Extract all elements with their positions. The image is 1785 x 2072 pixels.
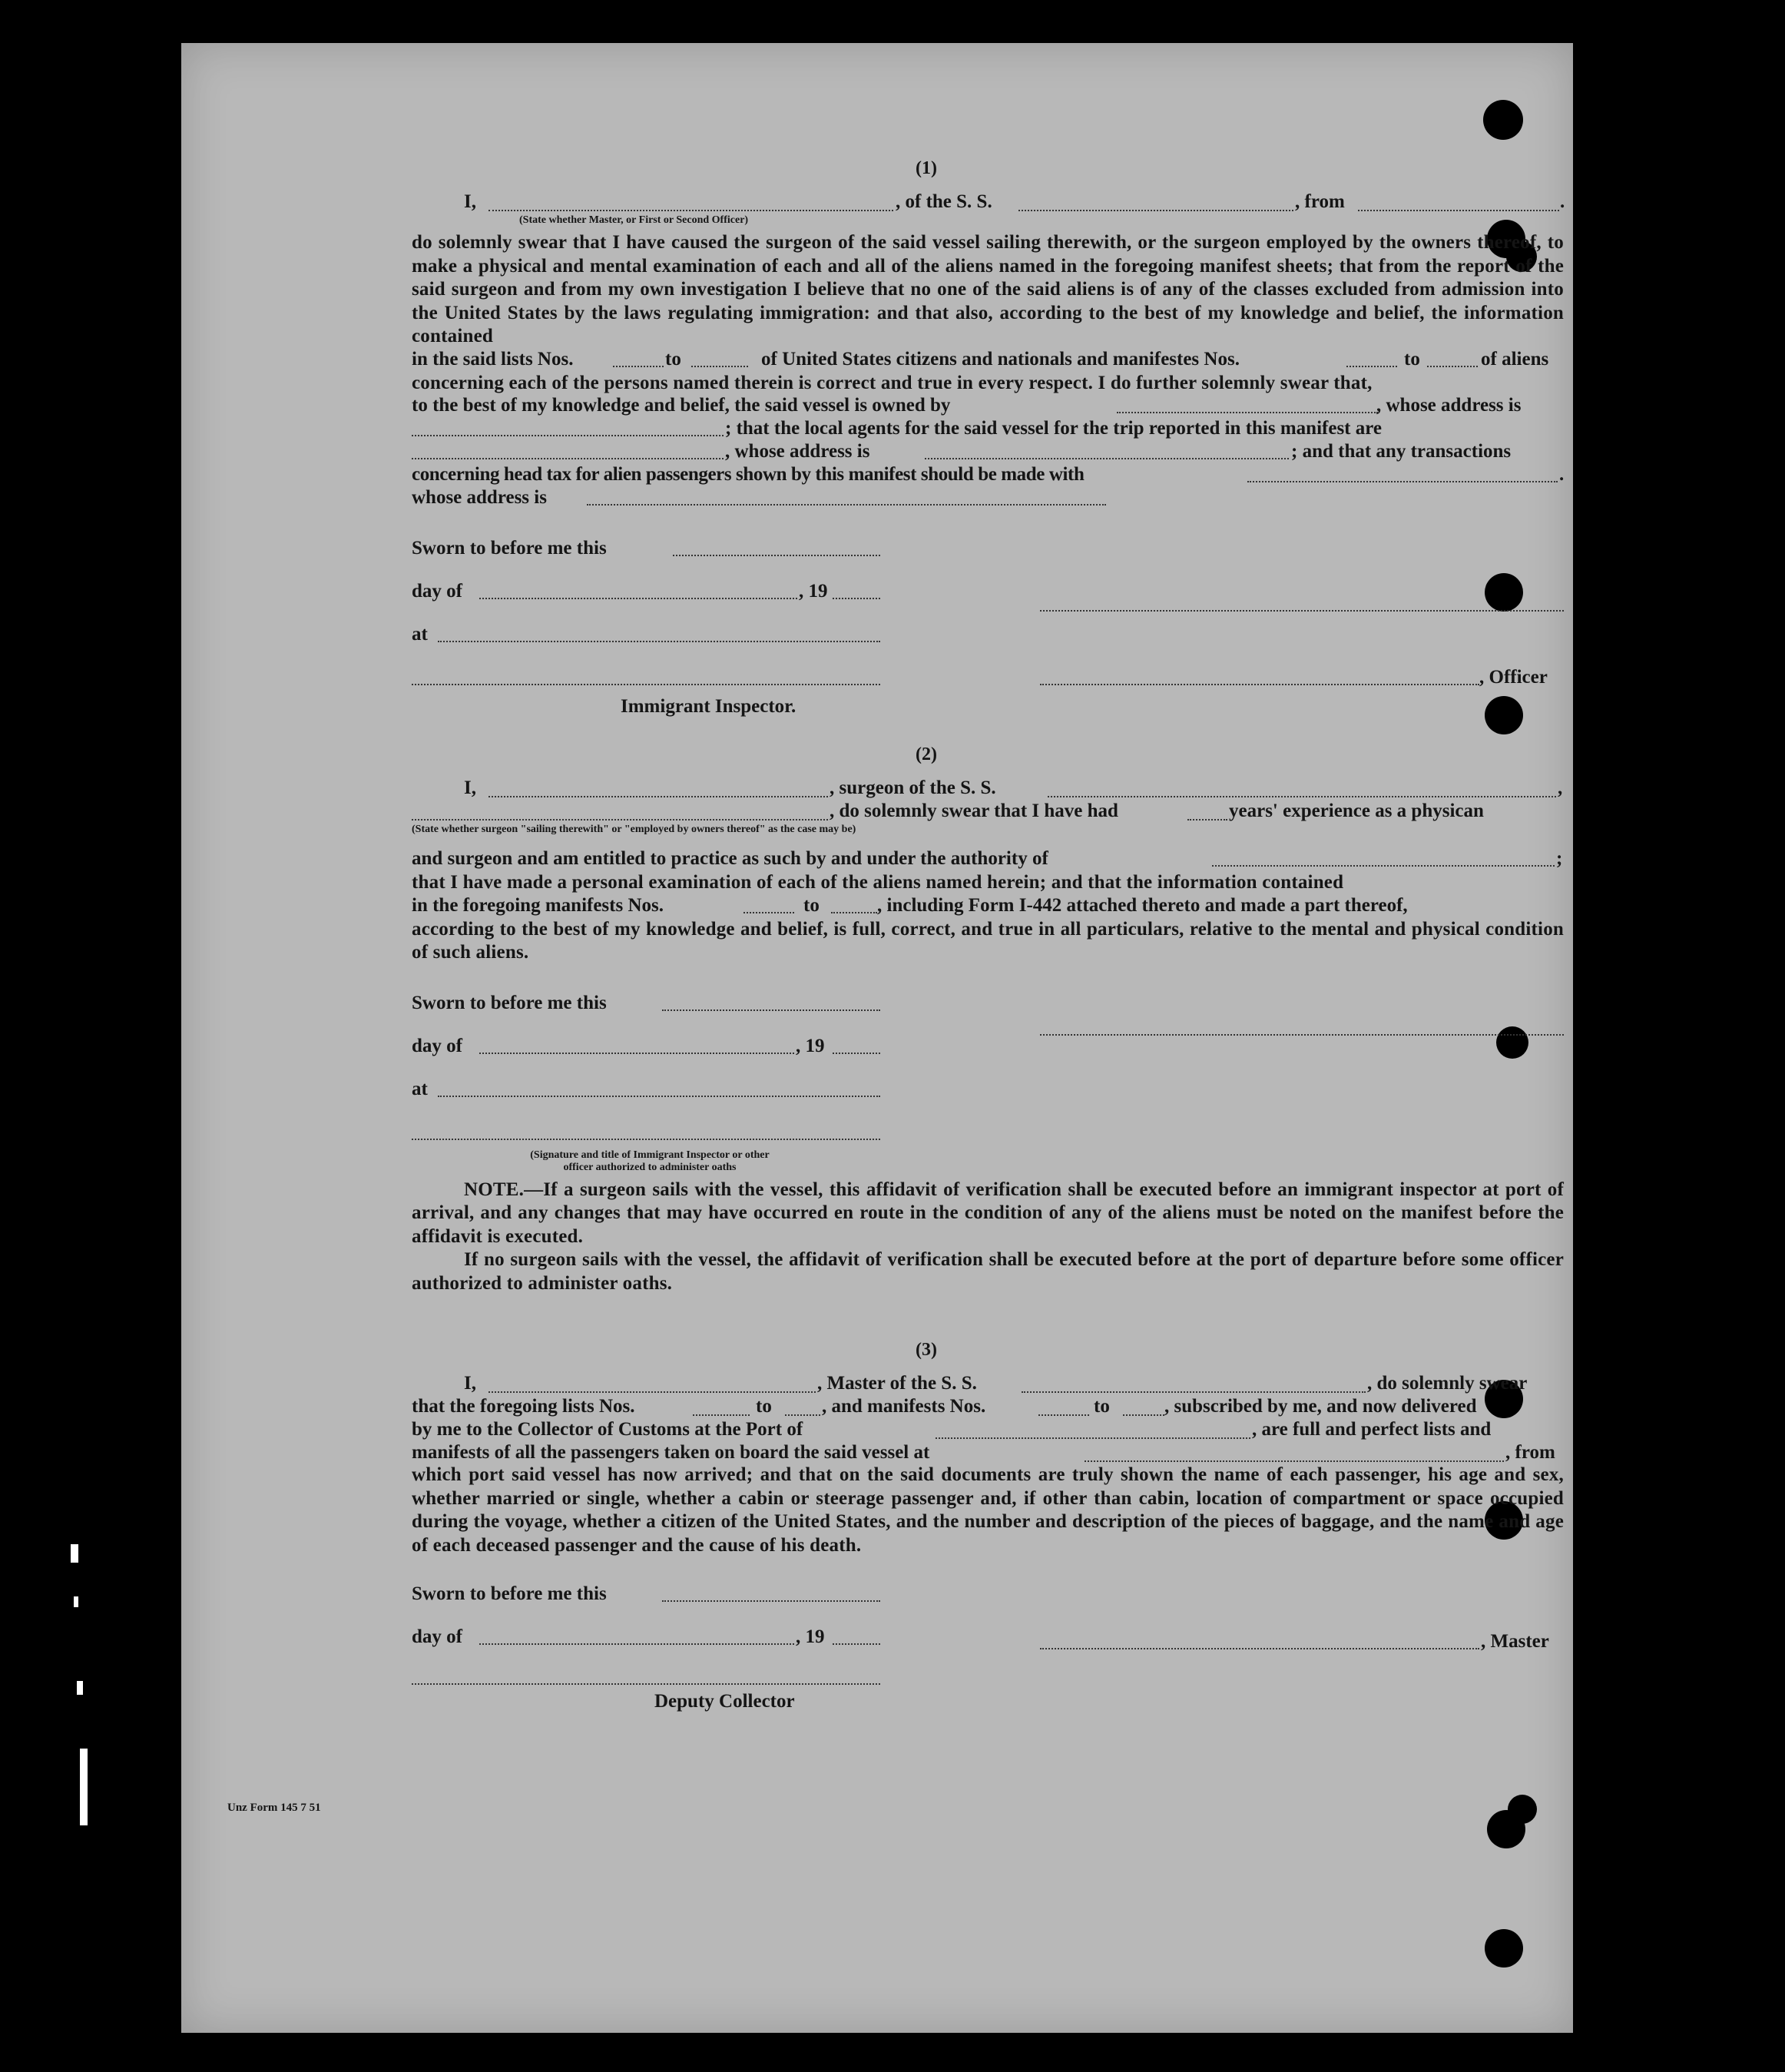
text-manifests-nos: of United States citizens and nationals and manifestes Nos. [761, 348, 1240, 370]
inspector-signature-field[interactable] [412, 684, 880, 685]
lists-from-field[interactable] [693, 1414, 750, 1416]
text-manifests-nos: in the foregoing manifests Nos. [412, 894, 664, 916]
lists-to-field[interactable] [785, 1414, 820, 1416]
text-lists-nos: in the said lists Nos. [412, 348, 574, 370]
text-comma: , [1558, 777, 1563, 798]
text-years-experience: years' experience as a physican [1229, 801, 1484, 821]
text-year: , 19 [796, 1035, 825, 1056]
text-at: at [412, 624, 428, 645]
text-of-aliens: of aliens [1481, 348, 1549, 370]
surgeon-signature-field[interactable] [1040, 1034, 1564, 1036]
text-day-of: day of [412, 581, 462, 602]
edge-speck [80, 1749, 88, 1825]
port-field[interactable] [936, 1437, 1250, 1439]
text-taken-on-board: manifests of all the passengers taken on board the said vessel at [412, 1442, 930, 1463]
text-local-agents: ; that the local agents for the said vessel for the trip reported in this manifest are [725, 418, 1382, 439]
head-tax-field[interactable] [1247, 481, 1558, 482]
text-i: I, [464, 1373, 476, 1394]
text-to: to [1404, 348, 1420, 370]
sig-note-line2: officer authorized to administer oaths [563, 1161, 737, 1173]
section2-manifests-line [412, 895, 1564, 918]
years-experience-field[interactable] [1187, 819, 1227, 821]
text-period: . [1560, 191, 1565, 212]
text-lists-nos: that the foregoing lists Nos. [412, 1396, 635, 1417]
text-from: , from [1505, 1442, 1555, 1463]
sworn-month-field[interactable] [479, 1643, 794, 1645]
sworn-place-field[interactable] [438, 641, 880, 642]
text-semicolon: ; [1556, 848, 1563, 869]
lists-from-field[interactable] [613, 366, 664, 367]
section1-agents-line [412, 418, 1564, 441]
head-tax-address-field[interactable] [587, 504, 1106, 506]
text-sworn: Sworn to before me this [412, 538, 607, 559]
sworn-month-field[interactable] [479, 1053, 794, 1054]
text-from: , from [1295, 191, 1345, 212]
text-sworn: Sworn to before me this [412, 992, 607, 1013]
text-collector-port: by me to the Collector of Customs at the Port of [412, 1419, 803, 1440]
note-paragraph: NOTE.—If a surgeon sails with the vessel, this affidavit of verification shall be executed before an immigrant inspector at port of arrival, and any changes that may have occurred en route in the condition of any of the aliens must be noted on the manifest before the affidavit is executed. [412, 1179, 1564, 1247]
section1-concerning: concerning each of the persons named therein is correct and true in every respect. I do further solemnly swear that, [412, 372, 1373, 393]
officer-signature-upper[interactable] [1040, 610, 1564, 612]
text-to: to [756, 1396, 772, 1417]
master-name-field[interactable] [488, 1391, 816, 1393]
section3-paragraph: which port said vessel has now arrived; and that on the said documents are truly shown the name of each passenger, his age and sex, whether married or single, whether a cabin or steerage passenger and, if other than cabin, location of compartment or space occupied during the voyage, whether a citizen of the United States, and the number and description of the pieces of baggage, and the name and age of each deceased passenger and the cause of his death. [412, 1464, 1564, 1556]
text-year: , 19 [796, 1626, 825, 1647]
text-to: to [1094, 1396, 1110, 1417]
agents-address-field[interactable] [925, 458, 1289, 459]
text-of-ss: , of the S. S. [896, 191, 992, 212]
section3-header [412, 1367, 1564, 1464]
text-owned-by: to the best of my knowledge and belief, the said vessel is owned by [412, 395, 951, 416]
section1-lists-line [412, 349, 1564, 372]
officer-signature-field[interactable] [1040, 684, 1479, 685]
manifests-from-field[interactable] [743, 912, 794, 913]
text-whose-address: , whose address is [725, 441, 870, 462]
text-officer: , Officer [1479, 667, 1548, 688]
inspector-signature-note [435, 1149, 865, 1174]
text-deputy-collector: Deputy Collector [654, 1691, 795, 1712]
text-year: , 19 [799, 581, 828, 602]
text-transactions: ; and that any transactions [1291, 441, 1512, 462]
form-number-footer: Unz Form 145 7 51 [227, 1802, 321, 1814]
text-immigrant-inspector: Immigrant Inspector. [621, 696, 796, 717]
text-head-tax: concerning head tax for alien passengers shown by this manifest should be made with [412, 464, 1085, 485]
section2-belief: according to the best of my knowledge and belief, is full, correct, and true in all particulars, relative to the mental and physical condition of such aliens. [412, 918, 1564, 963]
form-page [181, 43, 1573, 2033]
vessel-name-field[interactable] [1018, 210, 1293, 211]
text-to: to [665, 348, 681, 370]
master-signature-field[interactable] [1040, 1648, 1479, 1649]
section3-signature-block [412, 1557, 1564, 1711]
text-i: I, [464, 777, 476, 798]
sworn-day-field[interactable] [662, 1600, 880, 1602]
sworn-month-field[interactable] [479, 598, 797, 599]
agents-field[interactable] [412, 458, 724, 459]
text-to: to [803, 894, 820, 916]
section1-paragraph: do solemnly swear that I have caused the surgeon of the said vessel sailing therewith, or the surgeon employed by the owners thereof, to make a physical and mental examination of each and all of the aliens named in the foregoing manifest sheets; that from the report of the said surgeon and from my own investigation I believe that no one of the said aliens is of any of the classes excluded from admission into the United States by the laws regulating immigration: and that also, according to the best of my knowledge and belief, the information contained [412, 232, 1564, 346]
manifests-to-field[interactable] [831, 912, 877, 913]
surgeon-capacity-field[interactable] [412, 819, 828, 821]
authority-field[interactable] [1212, 865, 1555, 867]
section1-line1 [412, 185, 1564, 217]
text-subscribed: , subscribed by me, and now delivered [1164, 1396, 1477, 1417]
sworn-day-field[interactable] [662, 1009, 880, 1011]
manifests-from-field[interactable] [1346, 366, 1397, 367]
section1-headtax-line [412, 464, 1564, 487]
edge-speck [71, 1544, 78, 1563]
surgeon-name-field[interactable] [488, 796, 828, 797]
section-number-2: (2) [916, 744, 937, 764]
sworn-day-field[interactable] [673, 555, 880, 556]
boarding-port-field[interactable] [1085, 1460, 1504, 1462]
section1-whose-address-line [412, 487, 1564, 510]
surgeon-note: (State whether surgeon "sailing therewith" or "employed by owners thereof" as the case may be) [412, 824, 856, 835]
section-number-3: (3) [916, 1340, 937, 1360]
officer-note: (State whether Master, or First or Second Officer) [519, 214, 749, 226]
section2-examination: that I have made a personal examination of each of the aliens named herein; and that the information contained [412, 872, 1344, 893]
section2-header [412, 771, 1564, 821]
text-i: I, [464, 191, 476, 212]
manifests-from-field[interactable] [1038, 1414, 1089, 1416]
text-whose-address: , whose address is [1376, 395, 1522, 416]
text-whose-address: whose address is [412, 487, 547, 508]
lists-to-field[interactable] [691, 366, 748, 367]
inspector-signature-field[interactable] [412, 1139, 880, 1140]
text-period: . [1559, 464, 1565, 485]
sworn-year-field[interactable] [833, 598, 880, 599]
text-at: at [412, 1078, 428, 1099]
manifests-to-field[interactable] [1427, 366, 1478, 367]
text-solemnly-swear: , do solemnly swear [1367, 1373, 1528, 1394]
section2-authority-line [412, 848, 1564, 871]
officer-name-field[interactable] [488, 210, 893, 211]
section-number-1: (1) [916, 158, 937, 178]
section1-signature-block [412, 510, 1564, 721]
text-sworn: Sworn to before me this [412, 1583, 607, 1604]
owner-field[interactable] [1117, 412, 1378, 413]
edge-speck [77, 1681, 83, 1695]
sig-note-line1: (Signature and title of Immigrant Inspector or other [530, 1149, 770, 1161]
section1-agent-address-line [412, 441, 1564, 464]
master-vessel-field[interactable] [1022, 1391, 1366, 1393]
edge-speck [74, 1596, 78, 1607]
text-surgeon-of-ss: , surgeon of the S. S. [830, 777, 996, 798]
owner-address-field[interactable] [412, 435, 724, 436]
text-solemnly-swear: , do solemnly swear that I have had [830, 801, 1118, 821]
note-paragraph-2: If no surgeon sails with the vessel, the affidavit of verification shall be executed before at the port of departure before some officer authorized to administer oaths. [412, 1249, 1564, 1294]
text-form-i442: , including Form I-442 attached thereto and made a part thereof, [877, 894, 1408, 916]
from-port-field[interactable] [1358, 210, 1559, 211]
form-content [412, 158, 1564, 1711]
text-day-of: day of [412, 1626, 462, 1647]
text-master-of-ss: , Master of the S. S. [817, 1373, 977, 1394]
text-master: , Master [1481, 1631, 1549, 1652]
binder-hole [1508, 1795, 1537, 1824]
text-manifests-nos: , and manifests Nos. [822, 1396, 986, 1417]
sworn-place-field[interactable] [438, 1096, 880, 1097]
binder-hole [1485, 1929, 1523, 1968]
section2-signature-block [412, 965, 1564, 1149]
sworn-year-field[interactable] [833, 1053, 880, 1054]
section1-owner-line [412, 395, 1564, 418]
text-day-of: day of [412, 1035, 462, 1056]
deputy-collector-signature-field[interactable] [412, 1683, 880, 1685]
text-full-perfect: , are full and perfect lists and [1252, 1419, 1492, 1440]
text-authority: and surgeon and am entitled to practice as such by and under the authority of [412, 848, 1048, 869]
sworn-year-field[interactable] [833, 1643, 880, 1645]
surgeon-vessel-field[interactable] [1048, 796, 1556, 797]
manifests-to-field[interactable] [1123, 1414, 1164, 1416]
binder-hole [1483, 100, 1523, 140]
